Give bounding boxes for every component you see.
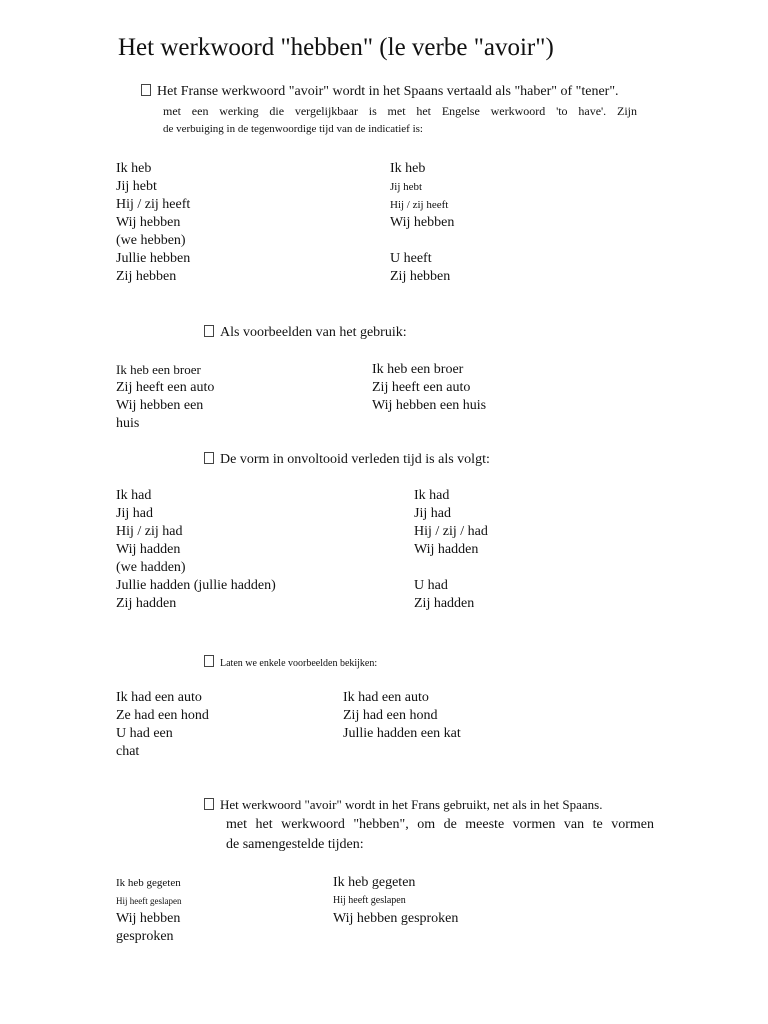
present-right-row: Jij hebt <box>390 181 423 193</box>
present-left-row: Hij / zij heeft <box>116 197 191 212</box>
past-examples-right-row: Zij had een hond <box>343 708 438 723</box>
compound-examples-left-row: Wij hebben <box>116 911 181 926</box>
past-right-row <box>414 559 488 577</box>
past-examples-left-row: Ze had een hond <box>116 708 209 723</box>
bullet-icon <box>204 798 214 810</box>
past-right-row: U had <box>414 578 448 593</box>
examples-right-row: Ik heb een broer <box>372 362 464 377</box>
examples-right-column <box>372 361 486 415</box>
present-left-row: Zij hebben <box>116 269 177 284</box>
bullet-icon <box>204 655 214 667</box>
intro-text-1: Het Franse werkwoord "avoir" wordt in het Spaans vertaald als "haber" of "tener". <box>157 84 619 99</box>
examples-left-row: Ik heb een broer <box>116 362 201 377</box>
past-right-row: Ik had <box>414 488 450 503</box>
bullet-icon <box>204 452 214 464</box>
past-examples-heading <box>204 655 377 669</box>
past-examples-right-row: Ik had een auto <box>343 690 429 705</box>
compound-examples-right-row: Hij heeft geslapen <box>333 895 406 906</box>
past-left-row: Ik had <box>116 488 152 503</box>
present-right-row <box>390 232 454 250</box>
past-left-row: Jij had <box>116 506 153 521</box>
compound-examples-left-row: Ik heb gegeten <box>116 877 181 889</box>
past-heading <box>204 452 490 468</box>
past-examples-left-row: Ik had een auto <box>116 690 202 705</box>
compound-examples-left-row: gesproken <box>116 929 174 944</box>
present-right-row: Hij / zij heeft <box>390 199 449 211</box>
compound-text-1: Het werkwoord "avoir" wordt in het Frans gebruikt, net als in het Spaans. <box>220 797 603 812</box>
past-left-row: Jullie hadden (jullie hadden) <box>116 578 276 593</box>
intro-line-1 <box>141 84 619 100</box>
present-right-column <box>390 160 454 286</box>
examples-left-row: huis <box>116 416 140 431</box>
compound-examples-right-row: Ik heb gegeten <box>333 875 416 890</box>
past-left-row: Hij / zij had <box>116 524 183 539</box>
intro-line-3: de verbuiging in de tegenwoordige tijd van de indicatief is: <box>163 123 423 135</box>
compound-line-2: met het werkwoord "hebben", om de meeste vormen van te vormen <box>226 817 654 832</box>
past-left-column <box>116 487 276 613</box>
past-examples-right-row: Jullie hadden een kat <box>343 726 461 741</box>
past-examples-heading-text: Laten we enkele voorbeelden bekijken: <box>220 658 378 669</box>
past-examples-left-column <box>116 689 209 761</box>
present-left-row: (we hebben) <box>116 233 186 248</box>
present-left-column <box>116 160 190 286</box>
compound-examples-right-row: Wij hebben gesproken <box>333 911 459 926</box>
examples-heading <box>204 325 407 341</box>
compound-examples-right-column <box>333 874 458 928</box>
examples-heading-text: Als voorbeelden van het gebruik: <box>220 325 407 340</box>
past-examples-left-row: U had een <box>116 726 173 741</box>
examples-right-row: Wij hebben een huis <box>372 398 487 413</box>
present-right-row: Wij hebben <box>390 215 455 230</box>
present-left-row: Jullie hebben <box>116 251 191 266</box>
past-examples-left-row: chat <box>116 744 140 759</box>
compound-line-1 <box>204 797 602 813</box>
past-right-row: Wij hadden <box>414 542 479 557</box>
compound-line-3: de samengestelde tijden: <box>226 837 364 852</box>
past-heading-text: De vorm in onvoltooid verleden tijd is als volgt: <box>220 452 490 467</box>
past-examples-right-column <box>343 689 461 743</box>
past-right-column <box>414 487 488 613</box>
examples-left-row: Wij hebben een <box>116 398 204 413</box>
present-right-row: U heeft <box>390 251 432 266</box>
bullet-icon <box>204 325 214 337</box>
past-right-row: Zij hadden <box>414 596 475 611</box>
present-right-row: Zij hebben <box>390 269 451 284</box>
past-left-row: Wij hadden <box>116 542 181 557</box>
bullet-icon <box>141 84 151 96</box>
present-right-row: Ik heb <box>390 161 426 176</box>
compound-examples-left-column <box>116 874 181 946</box>
intro-line-2: met een werking die vergelijkbaar is met het Engelse werkwoord 'to have'. Zijn <box>163 104 637 118</box>
present-left-row: Ik heb <box>116 161 152 176</box>
examples-left-column <box>116 361 214 433</box>
examples-right-row: Zij heeft een auto <box>372 380 471 395</box>
page-title: Het werkwoord "hebben" (le verbe "avoir") <box>118 34 554 61</box>
past-right-row: Hij / zij / had <box>414 524 488 539</box>
past-left-row: Zij hadden <box>116 596 177 611</box>
compound-examples-left-row: Hij heeft geslapen <box>116 896 182 906</box>
examples-left-row: Zij heeft een auto <box>116 380 215 395</box>
past-left-row: (we hadden) <box>116 560 186 575</box>
past-right-row: Jij had <box>414 506 451 521</box>
present-left-row: Wij hebben <box>116 215 181 230</box>
present-left-row: Jij hebt <box>116 179 157 194</box>
